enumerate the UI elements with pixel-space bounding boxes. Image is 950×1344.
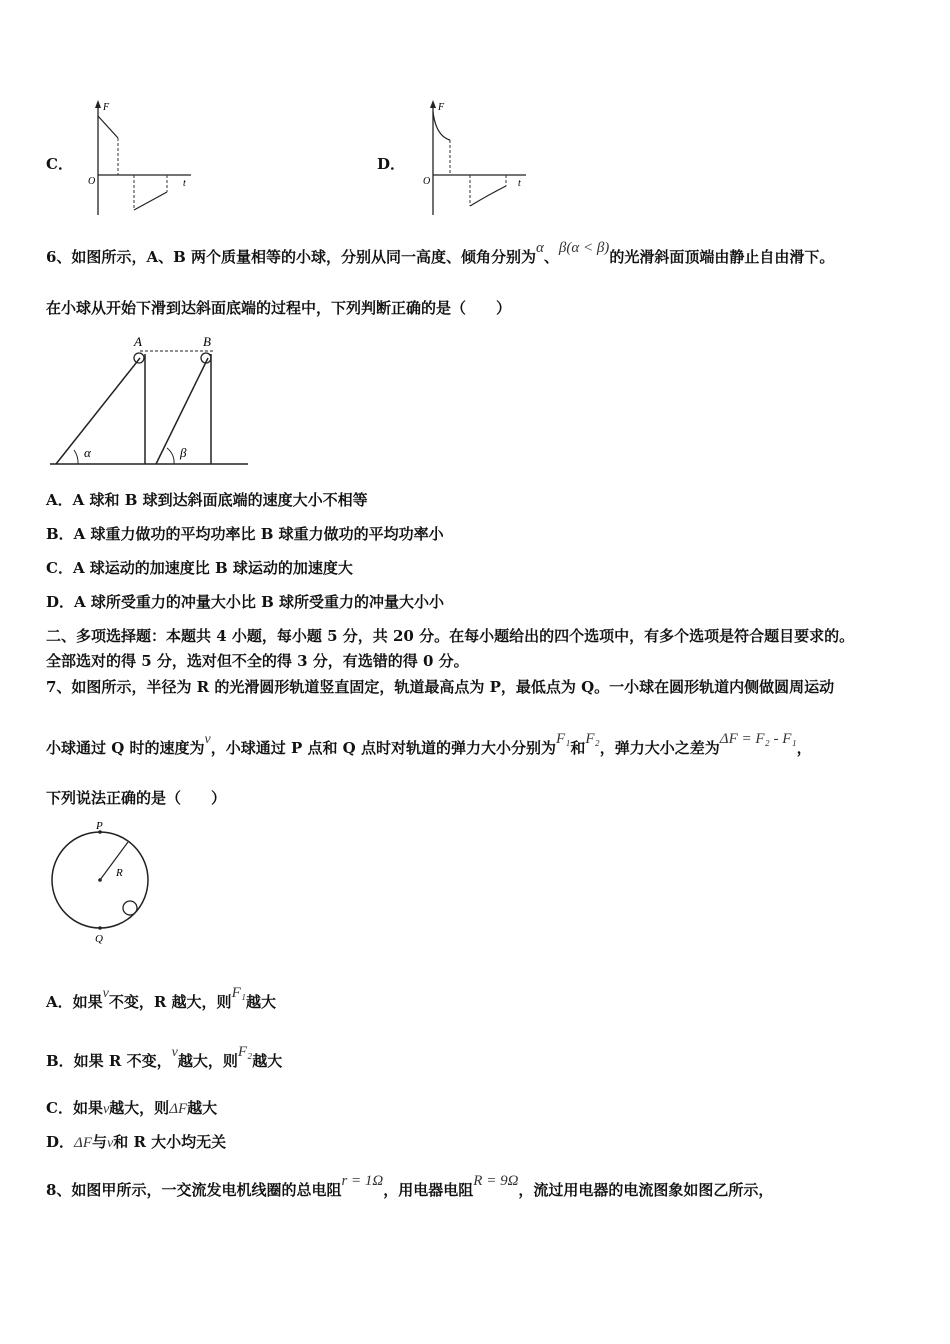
q6-angle-beta: β (180, 445, 187, 460)
q7-option-b (46, 1044, 283, 1073)
q7-option-d (46, 1132, 226, 1154)
q8-stem-line1 (46, 1173, 774, 1201)
graph-c-y-arrow (95, 100, 101, 108)
q7-opt-b-f2: F₂ (237, 1044, 253, 1060)
q7-opt-c-2: 越大，则 (109, 1099, 170, 1117)
angle-alpha-arc (74, 450, 78, 464)
graph-d-curve-upper (433, 112, 450, 140)
graph-d-t-label: t (518, 178, 521, 189)
q7-comma: ， (796, 739, 812, 757)
q8-text-c: ，流过用电器的电流图象如图乙所示， (518, 1181, 774, 1199)
q7-opt-c-1: C．如果 (46, 1099, 103, 1117)
q6-stem-text-b: 的光滑斜面顶端由静止自由滑下。 (609, 248, 835, 266)
q6-label-b: B (203, 334, 211, 349)
graph-c (85, 98, 200, 218)
q7-opt-d-2: 与 (91, 1133, 107, 1151)
section2-line1: 二、多项选择题：本题共 4 小题，每小题 5 分，共 20 分。在每小题给出的四个选项中，有多个选项是符合题目要求的。 (46, 627, 855, 645)
graph-c-curve-lower (134, 192, 167, 210)
q7-opt-c-delta: ΔF (169, 1101, 188, 1117)
q7-opt-c-v: v (102, 1102, 110, 1117)
q7-opt-a-1: A．如果 (46, 993, 103, 1011)
q7-opt-b-1: B．如果 R 不变， (46, 1052, 172, 1070)
angle-beta-arc (167, 448, 174, 464)
point-q-dot (98, 926, 102, 930)
graph-d-y-arrow (430, 100, 436, 108)
q7-opt-d-3: 和 R 大小均无关 (113, 1133, 227, 1151)
q7-f2: F₂ (585, 731, 600, 747)
q7-label-p: P (96, 820, 103, 832)
q6-option-b: B．A 球重力做功的平均功率比 B 球重力做功的平均功率小 (46, 525, 444, 543)
graph-d (420, 98, 535, 218)
q7-text-a: 小球通过 Q 时的速度为 (46, 739, 205, 757)
ball-in-track (123, 901, 137, 915)
q7-opt-b-3: 越大 (252, 1052, 283, 1070)
q8-R-expr: R = 9Ω (473, 1173, 519, 1189)
q6-angle-alpha: α (84, 445, 91, 460)
q7-stem-line2 (46, 731, 812, 760)
q7-opt-b-v: v (171, 1045, 178, 1060)
q6-figure (48, 330, 253, 470)
graph-d-f-label: F (438, 102, 445, 113)
q6-stem-line2: 在小球从开始下滑到达斜面底端的过程中，下列判断正确的是（ ） (46, 299, 512, 317)
slope-a-incline (56, 358, 140, 464)
q7-stem-line3: 下列说法正确的是（ ） (46, 789, 227, 807)
q8-r-expr: r = 1Ω (341, 1173, 384, 1189)
q6-stem-line1 (46, 240, 835, 268)
q7-opt-a-f1: F₁ (231, 985, 246, 1001)
q7-label-q: Q (95, 933, 103, 945)
q7-text-c: ，弹力大小之差为 (599, 739, 720, 757)
q6-alpha: α (535, 240, 544, 256)
q7-text-b: ，小球通过 P 点和 Q 点时对轨道的弹力大小分别为 (210, 739, 556, 757)
graph-c-origin: O (88, 176, 96, 187)
q7-opt-d-delta: ΔF (74, 1135, 92, 1151)
q7-stem-line1: 7、如图所示，半径为 R 的光滑圆形轨道竖直固定，轨道最高点为 P，最低点为 Q。一小球在圆形轨道内侧做圆周运动 (46, 678, 835, 696)
q7-opt-b-2: 越大，则 (177, 1052, 238, 1070)
graph-d-curve-lower (470, 186, 506, 206)
q7-opt-d-1: D． (46, 1133, 75, 1151)
q7-figure (44, 818, 159, 948)
q7-opt-a-2: 不变，R 越大，则 (108, 993, 232, 1011)
radius-line (100, 842, 128, 880)
option-c-label: C． (46, 155, 73, 173)
q7-and: 和 (570, 739, 586, 757)
q7-option-a (46, 985, 276, 1014)
q6-option-c: C．A 球运动的加速度比 B 球运动的加速度大 (46, 559, 353, 577)
graph-d-origin: O (423, 176, 431, 187)
graph-c-t-label: t (183, 178, 186, 189)
q6-beta-expr: β(α < β) (558, 240, 610, 256)
section2-line2: 全部选对的得 5 分，选对但不全的得 3 分，有选错的得 0 分。 (46, 652, 469, 670)
q6-option-d: D．A 球所受重力的冲量大小比 B 球所受重力的冲量大小小 (46, 593, 444, 611)
q7-delta-expr: ΔF = F₂ - F₁ (719, 731, 797, 747)
q7-opt-a-3: 越大 (245, 993, 276, 1011)
q7-opt-d-v: v (107, 1136, 114, 1151)
q8-text-a: 8、如图甲所示，一交流发电机线圈的总电阻 (46, 1181, 342, 1199)
q7-v: v (204, 732, 211, 747)
option-d-label: D． (377, 155, 406, 173)
q7-opt-a-v: v (102, 986, 109, 1001)
q7-f1: F₁ (555, 731, 571, 747)
q8-text-b: ，用电器电阻 (383, 1181, 474, 1199)
q6-option-a: A．A 球和 B 球到达斜面底端的速度大小不相等 (46, 491, 368, 509)
q6-sep: 、 (543, 248, 559, 266)
graph-c-curve-upper (98, 116, 118, 138)
q7-label-r: R (116, 867, 123, 879)
ball-a (134, 353, 144, 363)
q6-stem-text-a: 6、如图所示，A、B 两个质量相等的小球，分别从同一高度、倾角分别为 (46, 248, 536, 266)
q7-option-c (46, 1098, 217, 1120)
graph-c-f-label: F (103, 102, 110, 113)
q7-opt-c-3: 越大 (187, 1099, 218, 1117)
q6-label-a: A (134, 334, 142, 349)
